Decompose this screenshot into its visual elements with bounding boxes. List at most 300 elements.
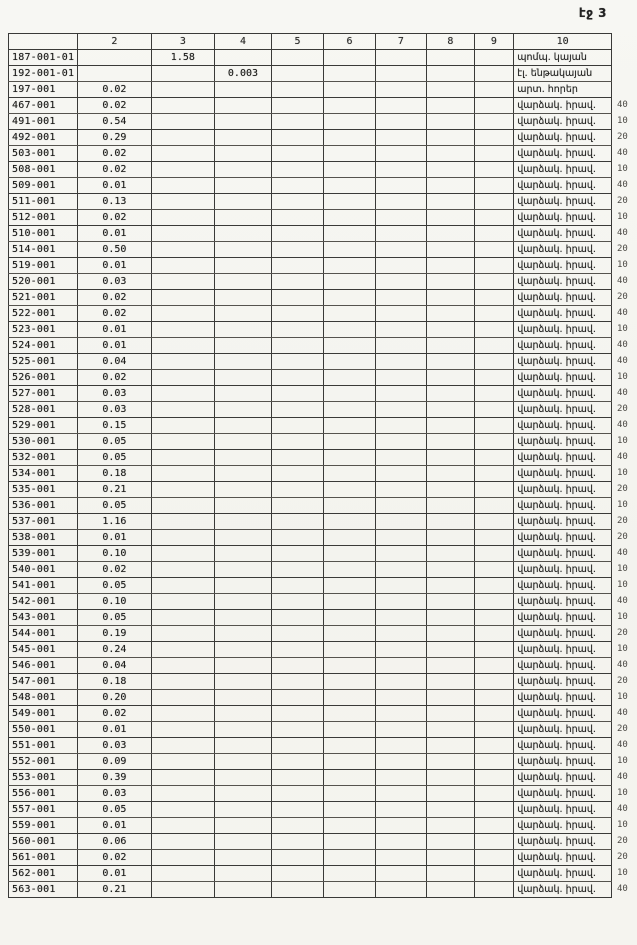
- value-col-6: [324, 242, 375, 258]
- value-col-8: [427, 258, 474, 274]
- value-col-9: [474, 242, 514, 258]
- margin-mark: 40: [617, 548, 628, 558]
- note-col-10: վարձակ. իրավ.: [514, 658, 612, 674]
- table-row: [9, 690, 637, 706]
- margin-mark: 40: [617, 660, 628, 670]
- value-col-9: [474, 818, 514, 834]
- value-col-2: 0.21: [78, 482, 151, 498]
- value-col-8: [427, 306, 474, 322]
- margin-mark: 10: [617, 692, 628, 702]
- value-col-6: [324, 290, 375, 306]
- margin-mark: 40: [617, 276, 628, 286]
- margin-mark: 20: [617, 852, 628, 862]
- value-col-4: [215, 178, 272, 194]
- table-row: [9, 594, 637, 610]
- parcel-code: 541-001: [9, 578, 78, 594]
- table-row: [9, 226, 637, 242]
- value-col-5: [271, 674, 323, 690]
- parcel-code: 528-001: [9, 402, 78, 418]
- value-col-7: [375, 818, 426, 834]
- note-col-10: վարձակ. իրավ.: [514, 386, 612, 402]
- value-col-3: [151, 818, 215, 834]
- value-col-3: [151, 66, 215, 82]
- table-row: [9, 66, 637, 82]
- parcel-code: 534-001: [9, 466, 78, 482]
- value-col-9: [474, 642, 514, 658]
- value-col-7: [375, 866, 426, 882]
- value-col-2: 0.01: [78, 530, 151, 546]
- value-col-2: 0.02: [78, 146, 151, 162]
- parcel-code: 512-001: [9, 210, 78, 226]
- note-col-10: վարձակ. իրավ.: [514, 866, 612, 882]
- value-col-2: 0.02: [78, 290, 151, 306]
- value-col-4: [215, 610, 272, 626]
- value-col-3: [151, 482, 215, 498]
- value-col-2: 0.02: [78, 562, 151, 578]
- value-col-8: [427, 82, 474, 98]
- value-col-3: [151, 642, 215, 658]
- value-col-4: [215, 498, 272, 514]
- value-col-9: [474, 674, 514, 690]
- value-col-4: [215, 402, 272, 418]
- value-col-3: [151, 562, 215, 578]
- value-col-7: [375, 882, 426, 898]
- value-col-9: [474, 434, 514, 450]
- value-col-2: 0.02: [78, 98, 151, 114]
- value-col-3: [151, 226, 215, 242]
- value-col-8: [427, 802, 474, 818]
- value-col-2: 0.05: [78, 578, 151, 594]
- margin-mark: 40: [617, 708, 628, 718]
- value-col-8: [427, 450, 474, 466]
- value-col-6: [324, 386, 375, 402]
- value-col-5: [271, 290, 323, 306]
- note-col-10: արտ. հորեր: [514, 82, 612, 98]
- value-col-4: [215, 690, 272, 706]
- table-row: [9, 530, 637, 546]
- parcel-code: 523-001: [9, 322, 78, 338]
- value-col-5: [271, 354, 323, 370]
- table-row: [9, 882, 637, 898]
- margin-mark: 10: [617, 788, 628, 798]
- value-col-9: [474, 594, 514, 610]
- value-col-7: [375, 258, 426, 274]
- table-row: [9, 770, 637, 786]
- value-col-9: [474, 130, 514, 146]
- value-col-6: [324, 146, 375, 162]
- note-col-10: վարձակ. իրավ.: [514, 146, 612, 162]
- value-col-2: 0.50: [78, 242, 151, 258]
- table-row: [9, 722, 637, 738]
- value-col-3: [151, 530, 215, 546]
- value-col-3: [151, 98, 215, 114]
- value-col-4: [215, 466, 272, 482]
- value-col-2: 0.01: [78, 866, 151, 882]
- value-col-6: [324, 306, 375, 322]
- value-col-6: [324, 866, 375, 882]
- value-col-8: [427, 338, 474, 354]
- value-col-4: [215, 802, 272, 818]
- margin-mark: 40: [617, 308, 628, 318]
- parcel-code: 544-001: [9, 626, 78, 642]
- value-col-4: [215, 674, 272, 690]
- value-col-8: [427, 738, 474, 754]
- value-col-9: [474, 498, 514, 514]
- value-col-8: [427, 386, 474, 402]
- value-col-5: [271, 226, 323, 242]
- note-col-10: վարձակ. իրավ.: [514, 370, 612, 386]
- value-col-5: [271, 258, 323, 274]
- table-row: [9, 386, 637, 402]
- parcel-code: 559-001: [9, 818, 78, 834]
- table-row: [9, 498, 637, 514]
- value-col-4: [215, 642, 272, 658]
- value-col-8: [427, 754, 474, 770]
- table-row: [9, 274, 637, 290]
- value-col-2: 0.04: [78, 354, 151, 370]
- value-col-2: 0.39: [78, 770, 151, 786]
- value-col-6: [324, 834, 375, 850]
- value-col-5: [271, 754, 323, 770]
- margin-mark: 40: [617, 740, 628, 750]
- value-col-4: [215, 418, 272, 434]
- value-col-7: [375, 610, 426, 626]
- table-row: [9, 514, 637, 530]
- note-col-10: վարձակ. իրավ.: [514, 482, 612, 498]
- value-col-6: [324, 466, 375, 482]
- parcel-code: 561-001: [9, 850, 78, 866]
- margin-mark: 20: [617, 244, 628, 254]
- value-col-6: [324, 690, 375, 706]
- value-col-8: [427, 130, 474, 146]
- value-col-5: [271, 450, 323, 466]
- value-col-4: [215, 754, 272, 770]
- margin-mark: 10: [617, 820, 628, 830]
- value-col-2: 0.02: [78, 706, 151, 722]
- value-col-4: [215, 546, 272, 562]
- value-col-9: [474, 386, 514, 402]
- value-col-9: [474, 98, 514, 114]
- parcel-code: 535-001: [9, 482, 78, 498]
- margin-mark: 10: [617, 612, 628, 622]
- value-col-9: [474, 658, 514, 674]
- table-row: [9, 162, 637, 178]
- value-col-7: [375, 242, 426, 258]
- table-row: [9, 642, 637, 658]
- value-col-2: 0.01: [78, 322, 151, 338]
- value-col-9: [474, 690, 514, 706]
- value-col-7: [375, 642, 426, 658]
- parcel-code: 527-001: [9, 386, 78, 402]
- value-col-4: [215, 354, 272, 370]
- note-col-10: վարձակ. իրավ.: [514, 290, 612, 306]
- table-row: [9, 482, 637, 498]
- parcel-code: 542-001: [9, 594, 78, 610]
- value-col-9: [474, 418, 514, 434]
- value-col-9: [474, 402, 514, 418]
- value-col-3: [151, 434, 215, 450]
- value-col-3: [151, 402, 215, 418]
- value-col-4: [215, 658, 272, 674]
- value-col-4: [215, 882, 272, 898]
- value-col-2: 0.03: [78, 274, 151, 290]
- parcel-code: 514-001: [9, 242, 78, 258]
- value-col-3: [151, 658, 215, 674]
- value-col-3: 1.58: [151, 50, 215, 66]
- value-col-3: [151, 722, 215, 738]
- margin-mark: 40: [617, 340, 628, 350]
- value-col-9: [474, 258, 514, 274]
- note-col-10: վարձակ. իրավ.: [514, 162, 612, 178]
- table-row: [9, 450, 637, 466]
- table-row: [9, 674, 637, 690]
- value-col-8: [427, 834, 474, 850]
- value-col-9: [474, 834, 514, 850]
- value-col-8: [427, 466, 474, 482]
- value-col-7: [375, 562, 426, 578]
- value-col-9: [474, 770, 514, 786]
- table-row: [9, 610, 637, 626]
- value-col-9: [474, 738, 514, 754]
- column-header-3: 3: [151, 34, 215, 50]
- parcel-code: 522-001: [9, 306, 78, 322]
- value-col-4: [215, 786, 272, 802]
- data-table: [8, 33, 637, 898]
- margin-mark: 10: [617, 500, 628, 510]
- value-col-8: [427, 322, 474, 338]
- note-col-10: վարձակ. իրավ.: [514, 850, 612, 866]
- parcel-code: 519-001: [9, 258, 78, 274]
- value-col-3: [151, 834, 215, 850]
- margin-mark: 40: [617, 596, 628, 606]
- value-col-8: [427, 210, 474, 226]
- value-col-4: [215, 194, 272, 210]
- value-col-5: [271, 594, 323, 610]
- value-col-8: [427, 146, 474, 162]
- value-col-3: [151, 338, 215, 354]
- value-col-8: [427, 770, 474, 786]
- value-col-6: [324, 418, 375, 434]
- value-col-6: [324, 498, 375, 514]
- value-col-3: [151, 146, 215, 162]
- parcel-code: 540-001: [9, 562, 78, 578]
- value-col-8: [427, 866, 474, 882]
- margin-mark: 10: [617, 372, 628, 382]
- value-col-5: [271, 770, 323, 786]
- value-col-9: [474, 354, 514, 370]
- value-col-4: [215, 146, 272, 162]
- value-col-5: [271, 402, 323, 418]
- value-col-8: [427, 642, 474, 658]
- value-col-7: [375, 194, 426, 210]
- table-row: [9, 466, 637, 482]
- value-col-2: 0.13: [78, 194, 151, 210]
- value-col-6: [324, 882, 375, 898]
- value-col-7: [375, 706, 426, 722]
- value-col-3: [151, 706, 215, 722]
- value-col-3: [151, 738, 215, 754]
- note-col-10: վարձակ. իրավ.: [514, 626, 612, 642]
- table-row: [9, 786, 637, 802]
- value-col-8: [427, 690, 474, 706]
- value-col-8: [427, 882, 474, 898]
- value-col-5: [271, 786, 323, 802]
- value-col-9: [474, 210, 514, 226]
- value-col-6: [324, 594, 375, 610]
- margin-mark: 10: [617, 468, 628, 478]
- column-header-8: 8: [427, 34, 474, 50]
- value-col-2: 0.01: [78, 226, 151, 242]
- value-col-3: [151, 754, 215, 770]
- value-col-6: [324, 722, 375, 738]
- parcel-code: 509-001: [9, 178, 78, 194]
- value-col-2: 0.01: [78, 818, 151, 834]
- value-col-6: [324, 850, 375, 866]
- parcel-code: 491-001: [9, 114, 78, 130]
- value-col-4: [215, 386, 272, 402]
- value-col-4: [215, 226, 272, 242]
- value-col-8: [427, 818, 474, 834]
- value-col-4: [215, 850, 272, 866]
- note-col-10: վարձակ. իրավ.: [514, 546, 612, 562]
- margin-mark: [612, 50, 637, 66]
- value-col-5: [271, 626, 323, 642]
- value-col-8: [427, 162, 474, 178]
- value-col-4: [215, 338, 272, 354]
- value-col-4: 0.003: [215, 66, 272, 82]
- note-col-10: վարձակ. իրավ.: [514, 274, 612, 290]
- value-col-9: [474, 82, 514, 98]
- value-col-4: [215, 818, 272, 834]
- note-col-10: վարձակ. իրավ.: [514, 306, 612, 322]
- value-col-5: [271, 578, 323, 594]
- note-col-10: վարձակ. իրավ.: [514, 466, 612, 482]
- value-col-2: 0.05: [78, 450, 151, 466]
- note-col-10: վարձակ. իրավ.: [514, 194, 612, 210]
- value-col-7: [375, 770, 426, 786]
- parcel-code: 538-001: [9, 530, 78, 546]
- note-col-10: վարձակ. իրավ.: [514, 738, 612, 754]
- note-col-10: վարձակ. իրավ.: [514, 514, 612, 530]
- value-col-3: [151, 210, 215, 226]
- value-col-8: [427, 530, 474, 546]
- value-col-8: [427, 626, 474, 642]
- parcel-code: 520-001: [9, 274, 78, 290]
- value-col-2: 0.20: [78, 690, 151, 706]
- margin-mark: 20: [617, 292, 628, 302]
- value-col-8: [427, 178, 474, 194]
- margin-mark: 40: [617, 388, 628, 398]
- value-col-6: [324, 578, 375, 594]
- value-col-2: 0.18: [78, 466, 151, 482]
- parcel-code: 192-001-01: [9, 66, 78, 82]
- value-col-7: [375, 210, 426, 226]
- value-col-6: [324, 786, 375, 802]
- value-col-5: [271, 546, 323, 562]
- table-row: [9, 658, 637, 674]
- parcel-code: 546-001: [9, 658, 78, 674]
- value-col-5: [271, 834, 323, 850]
- parcel-code: 551-001: [9, 738, 78, 754]
- value-col-9: [474, 722, 514, 738]
- value-col-7: [375, 306, 426, 322]
- value-col-6: [324, 562, 375, 578]
- table-row: [9, 338, 637, 354]
- table-row: [9, 434, 637, 450]
- value-col-3: [151, 626, 215, 642]
- value-col-5: [271, 50, 323, 66]
- margin-mark: 40: [617, 772, 628, 782]
- table-header-row: [9, 34, 637, 50]
- value-col-3: [151, 594, 215, 610]
- value-col-2: 0.03: [78, 402, 151, 418]
- margin-mark: 20: [617, 132, 628, 142]
- value-col-7: [375, 226, 426, 242]
- value-col-4: [215, 450, 272, 466]
- value-col-2: 0.04: [78, 658, 151, 674]
- value-col-7: [375, 146, 426, 162]
- value-col-6: [324, 642, 375, 658]
- parcel-code: 560-001: [9, 834, 78, 850]
- margin-mark: 10: [617, 756, 628, 766]
- value-col-7: [375, 466, 426, 482]
- value-col-4: [215, 706, 272, 722]
- value-col-9: [474, 450, 514, 466]
- note-col-10: վարձակ. իրավ.: [514, 690, 612, 706]
- value-col-4: [215, 514, 272, 530]
- table-body: [9, 50, 637, 898]
- margin-mark: 10: [617, 164, 628, 174]
- margin-mark: 40: [617, 148, 628, 158]
- value-col-3: [151, 258, 215, 274]
- value-col-7: [375, 530, 426, 546]
- parcel-code: 187-001-01: [9, 50, 78, 66]
- value-col-9: [474, 66, 514, 82]
- table-row: [9, 818, 637, 834]
- table-row: [9, 98, 637, 114]
- margin-mark: 20: [617, 724, 628, 734]
- value-col-8: [427, 226, 474, 242]
- value-col-6: [324, 82, 375, 98]
- value-col-9: [474, 866, 514, 882]
- value-col-9: [474, 306, 514, 322]
- value-col-7: [375, 674, 426, 690]
- parcel-code: 492-001: [9, 130, 78, 146]
- parcel-code: 547-001: [9, 674, 78, 690]
- margin-mark: 20: [617, 628, 628, 638]
- value-col-3: [151, 850, 215, 866]
- margin-mark: 20: [617, 484, 628, 494]
- value-col-6: [324, 802, 375, 818]
- value-col-5: [271, 642, 323, 658]
- value-col-4: [215, 866, 272, 882]
- value-col-6: [324, 194, 375, 210]
- value-col-6: [324, 354, 375, 370]
- value-col-9: [474, 114, 514, 130]
- margin-mark: 20: [617, 676, 628, 686]
- value-col-4: [215, 770, 272, 786]
- value-col-9: [474, 466, 514, 482]
- value-col-5: [271, 706, 323, 722]
- note-col-10: վարձակ. իրավ.: [514, 178, 612, 194]
- value-col-9: [474, 482, 514, 498]
- value-col-4: [215, 434, 272, 450]
- parcel-code: 503-001: [9, 146, 78, 162]
- table-row: [9, 738, 637, 754]
- note-col-10: վարձակ. իրավ.: [514, 322, 612, 338]
- value-col-5: [271, 386, 323, 402]
- column-header-9: 9: [474, 34, 514, 50]
